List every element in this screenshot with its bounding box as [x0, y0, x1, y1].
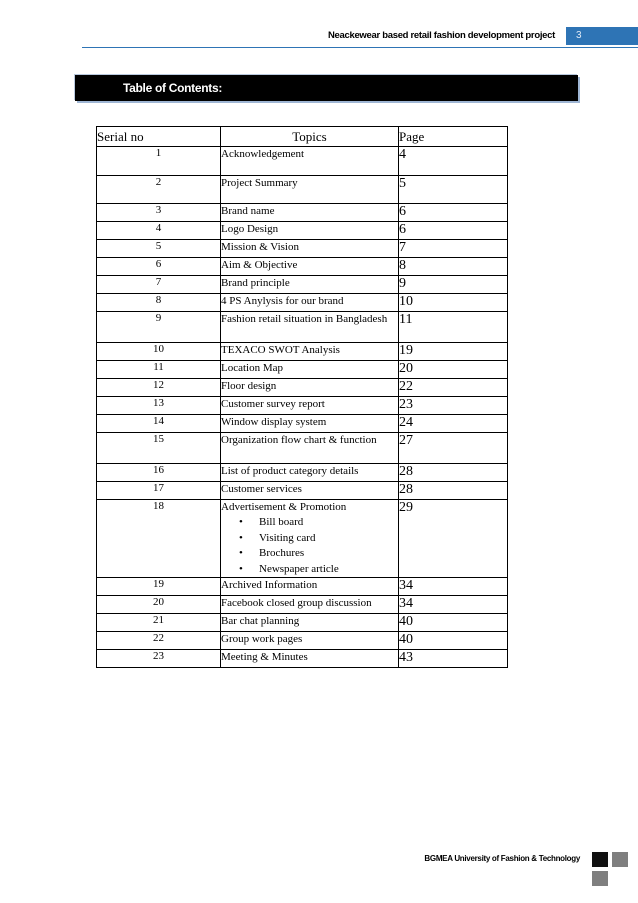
serial-cell: 13 [97, 397, 221, 415]
table-row [97, 204, 508, 222]
footer-square-gray [592, 871, 608, 886]
footer-square-gray [612, 852, 628, 867]
topic-text: Brand principle [221, 277, 290, 289]
topic-cell [221, 258, 399, 276]
page-number: 3 [566, 27, 638, 45]
topic-text: Floor design [221, 380, 277, 392]
page-cell: 40 [399, 614, 508, 632]
page-cell: 27 [399, 433, 508, 464]
list-item: • Brochures [259, 546, 398, 562]
table-row [97, 482, 508, 500]
topic-text: Advertisement & Promotion [221, 501, 347, 513]
topic-cell [221, 397, 399, 415]
serial-cell: 21 [97, 614, 221, 632]
topic-text: Organization flow chart & function [221, 434, 377, 446]
topic-text: Customer services [221, 483, 302, 495]
table-row [97, 258, 508, 276]
serial-cell: 7 [97, 276, 221, 294]
topic-text: Aim & Objective [221, 259, 298, 271]
page-cell: 6 [399, 222, 508, 240]
topic-cell [221, 276, 399, 294]
topic-text: Location Map [221, 362, 284, 374]
footer-square-dark [592, 852, 608, 867]
serial-cell: 23 [97, 650, 221, 668]
page-cell: 34 [399, 596, 508, 614]
topic-text: Bar chat planning [221, 615, 300, 627]
topic-cell [221, 176, 399, 204]
serial-cell: 4 [97, 222, 221, 240]
topic-cell [221, 578, 399, 596]
table-row [97, 276, 508, 294]
toc-table [96, 126, 508, 668]
page-cell: 29 [399, 500, 508, 578]
page-cell: 28 [399, 482, 508, 500]
col-header-page: Page [399, 127, 508, 147]
page-cell: 5 [399, 176, 508, 204]
page-cell: 8 [399, 258, 508, 276]
topic-cell [221, 500, 399, 578]
topic-cell [221, 361, 399, 379]
footer-text: BGMEA University of Fashion & Technology [424, 854, 580, 863]
topic-text: Logo Design [221, 223, 279, 235]
table-row [97, 222, 508, 240]
topic-text: 4 PS Anylysis for our brand [221, 295, 344, 307]
table-row [97, 415, 508, 433]
topic-cell [221, 433, 399, 464]
topic-text: TEXACO SWOT Analysis [221, 344, 340, 356]
page-cell: 20 [399, 361, 508, 379]
serial-cell: 14 [97, 415, 221, 433]
page-cell: 11 [399, 312, 508, 343]
page-cell: 28 [399, 464, 508, 482]
page-cell: 19 [399, 343, 508, 361]
page-cell: 4 [399, 147, 508, 176]
table-row [97, 596, 508, 614]
topic-cell [221, 343, 399, 361]
page-cell: 9 [399, 276, 508, 294]
toc-title-bar [75, 75, 578, 101]
topic-text: Meeting & Minutes [221, 651, 308, 663]
topic-cell [221, 632, 399, 650]
topic-cell [221, 147, 399, 176]
serial-cell: 19 [97, 578, 221, 596]
table-row [97, 312, 508, 343]
header-title: Neackewear based retail fashion development project [327, 30, 555, 41]
topic-text: Archived Information [221, 579, 318, 591]
serial-cell: 5 [97, 240, 221, 258]
serial-cell: 10 [97, 343, 221, 361]
table-row [97, 147, 508, 176]
table-row [97, 361, 508, 379]
topic-text: Acknowledgement [221, 148, 305, 160]
topic-cell [221, 379, 399, 397]
serial-cell: 1 [97, 147, 221, 176]
page-cell: 23 [399, 397, 508, 415]
topic-cell [221, 415, 399, 433]
topic-cell [221, 312, 399, 343]
table-row [97, 343, 508, 361]
serial-cell: 11 [97, 361, 221, 379]
topic-cell [221, 294, 399, 312]
table-row [97, 397, 508, 415]
topic-subitems [221, 515, 398, 577]
table-row [97, 464, 508, 482]
page-cell: 10 [399, 294, 508, 312]
serial-cell: 20 [97, 596, 221, 614]
topic-text: Project Summary [221, 177, 298, 189]
topic-text: Fashion retail situation in Bangladesh [221, 313, 388, 325]
table-row [97, 632, 508, 650]
topic-cell [221, 482, 399, 500]
serial-cell: 22 [97, 632, 221, 650]
serial-cell: 3 [97, 204, 221, 222]
topic-cell [221, 614, 399, 632]
topic-cell [221, 464, 399, 482]
serial-cell: 8 [97, 294, 221, 312]
table-row [97, 379, 508, 397]
topic-text: Window display system [221, 416, 327, 428]
serial-cell: 17 [97, 482, 221, 500]
topic-text: Facebook closed group discussion [221, 597, 372, 609]
topic-text: Group work pages [221, 633, 303, 645]
toc-header-row [97, 127, 508, 147]
serial-cell: 18 [97, 500, 221, 578]
topic-cell [221, 596, 399, 614]
page-cell: 34 [399, 578, 508, 596]
serial-cell: 2 [97, 176, 221, 204]
topic-cell [221, 204, 399, 222]
topic-text: List of product category details [221, 465, 359, 477]
table-row [97, 294, 508, 312]
col-header-serial: Serial no [97, 127, 221, 147]
header-rule [82, 47, 638, 48]
topic-text: Mission & Vision [221, 241, 299, 253]
list-item: • Newspaper article [259, 562, 398, 578]
serial-cell: 15 [97, 433, 221, 464]
table-row [97, 176, 508, 204]
page-cell: 40 [399, 632, 508, 650]
table-row [97, 614, 508, 632]
toc-body [97, 147, 508, 668]
page-cell: 24 [399, 415, 508, 433]
page-cell: 22 [399, 379, 508, 397]
list-item: • Bill board [259, 515, 398, 531]
page-cell: 6 [399, 204, 508, 222]
table-row [97, 433, 508, 464]
serial-cell: 16 [97, 464, 221, 482]
topic-text: Customer survey report [221, 398, 325, 410]
page-cell: 7 [399, 240, 508, 258]
toc-title: Table of Contents: [123, 81, 223, 95]
topic-cell [221, 650, 399, 668]
table-row [97, 500, 508, 578]
topic-cell [221, 222, 399, 240]
table-row [97, 240, 508, 258]
serial-cell: 9 [97, 312, 221, 343]
serial-cell: 6 [97, 258, 221, 276]
topic-text: Brand name [221, 205, 275, 217]
page-cell: 43 [399, 650, 508, 668]
table-row [97, 650, 508, 668]
col-header-topics: Topics [221, 127, 399, 147]
topic-cell [221, 240, 399, 258]
list-item: • Visiting card [259, 531, 398, 547]
serial-cell: 12 [97, 379, 221, 397]
table-row [97, 578, 508, 596]
